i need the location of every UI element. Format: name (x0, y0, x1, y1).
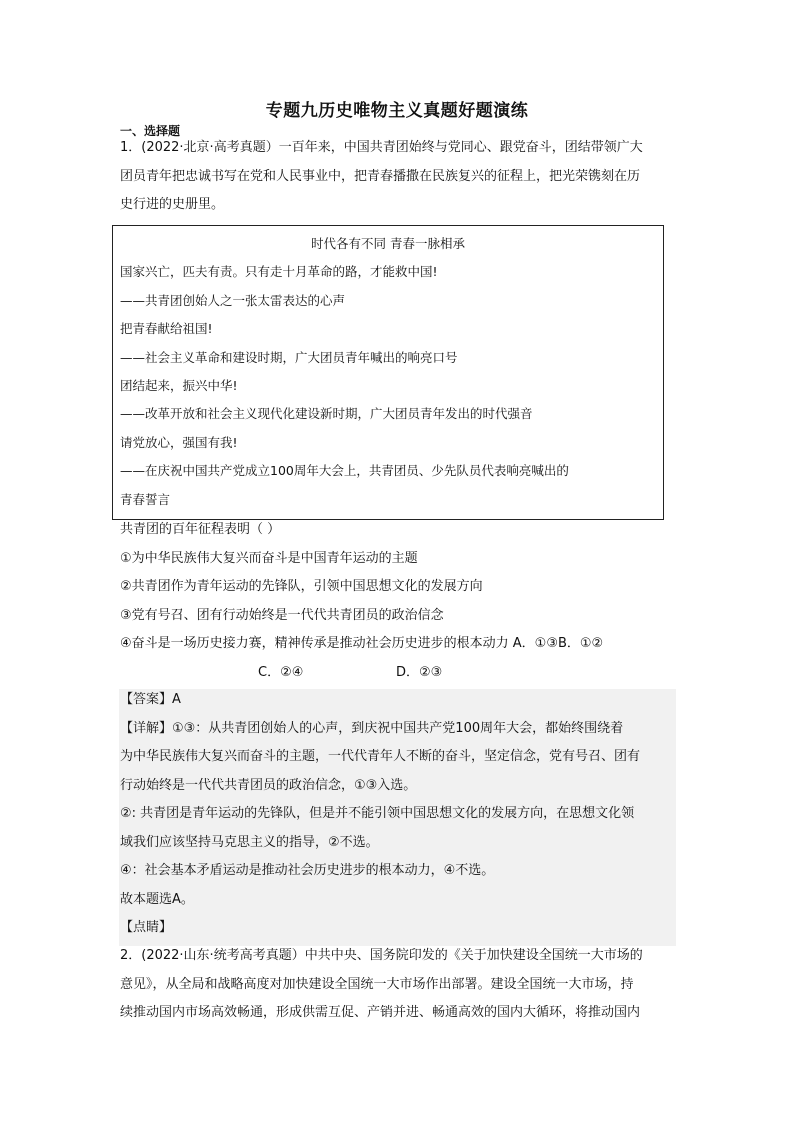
material-line: 团结起来，振兴中华! (120, 378, 238, 394)
material-line: 把青春献给祖国! (120, 321, 213, 337)
answer-line: 【答案】A (120, 692, 181, 707)
material-line: ——改革开放和社会主义现代化建设新时期，广大团员青年发出的时代强音 (120, 406, 533, 422)
material-box-title: 时代各有不同 青春一脉相承 (311, 236, 465, 251)
analysis-line: 行动始终是一代代共青团员的政治信念，①③入选。 (120, 777, 417, 793)
analysis-line: 故本题选A。 (120, 891, 194, 907)
material-line: 请党放心，强国有我! (120, 434, 238, 450)
material-line: 国家兴亡，匹夫有责。只有走十月革命的路，才能救中国! (120, 264, 438, 280)
analysis-line: 【点睛】 (120, 920, 173, 935)
material-box (112, 225, 664, 520)
choices-row (120, 659, 676, 688)
text-line: 意见》，从全局和战略高度对加快建设全国统一大市场作出部署。建设全国统一大市场，持 (120, 976, 634, 992)
material-line: ——社会主义革命和建设时期，广大团员青年喊出的响亮口号 (120, 349, 458, 365)
analysis-line: 为中华民族伟大复兴而奋斗的主题，一代代青年人不断的奋斗，坚定信念，党有号召、团有 (120, 749, 641, 764)
choice-c: C．②④ (258, 664, 304, 680)
question-1-options (120, 516, 676, 687)
option-3: ③党有号召、团有行动始终是一代代共青团员的政治信念 (120, 607, 444, 623)
material-line: ——共青团创始人之一张太雷表达的心声 (120, 292, 346, 308)
option-2: ②共青团作为青年运动的先锋队，引领中国思想文化的发展方向 (120, 579, 483, 594)
analysis-line: ②: 共青团是青年运动的先锋队，但是并不能引领中国思想文化的发展方向，在思想文化领 (120, 806, 635, 821)
option-4: ④奋斗是一场历史接力赛，精神传承是推动社会历史进步的根本动力 A．①③B．①② (120, 636, 604, 651)
question-stem: 共青团的百年征程表明（ ） (120, 522, 281, 537)
question-1-intro (120, 134, 676, 220)
analysis-line: ④：社会基本矛盾运动是推动社会历史进步的根本动力，④不选。 (120, 863, 495, 878)
text-line: 2．(2022·山东·统考高考真题）中共中央、国务院印发的《关于加快建设全国统一大市场的 (120, 948, 643, 963)
material-line: 青春誓言 (120, 491, 171, 507)
choice-d: D．②③ (396, 664, 443, 680)
option-1: ①为中华民族伟大复兴而奋斗是中国青年运动的主题 (120, 550, 418, 566)
text-line: 续推动国内市场高效畅通，形成供需互促、产销并进、畅通高效的国内大循环，将推动国内 (120, 1005, 641, 1020)
material-line: ——在庆祝中国共产党成立100周年大会上，共青团员、少先队员代表响亮喊出的 (120, 463, 569, 479)
analysis-line: 域我们应该坚持马克思主义的指导，②不选。 (120, 834, 379, 850)
text-line: 史行进的史册里。 (120, 197, 225, 212)
question-2-intro (120, 942, 676, 1028)
text-line: 团员青年把忠诚书写在党和人民事业中，把青春播撒在民族复兴的征程上，把光荣镌刻在历 (120, 168, 641, 184)
section-heading: 一、选择题 (120, 124, 181, 138)
answer-block (120, 686, 676, 943)
analysis-line: 【详解】①③：从共青团创始人的心声，到庆祝中国共产党100周年大会，都始终围绕着 (120, 720, 624, 736)
text-line: 1．(2022·北京·高考真题）一百年来，中国共青团始终与党同心、跟党奋斗，团结带领广大 (120, 140, 643, 155)
page-title: 专题九历史唯物主义真题好题演练 (265, 101, 529, 121)
